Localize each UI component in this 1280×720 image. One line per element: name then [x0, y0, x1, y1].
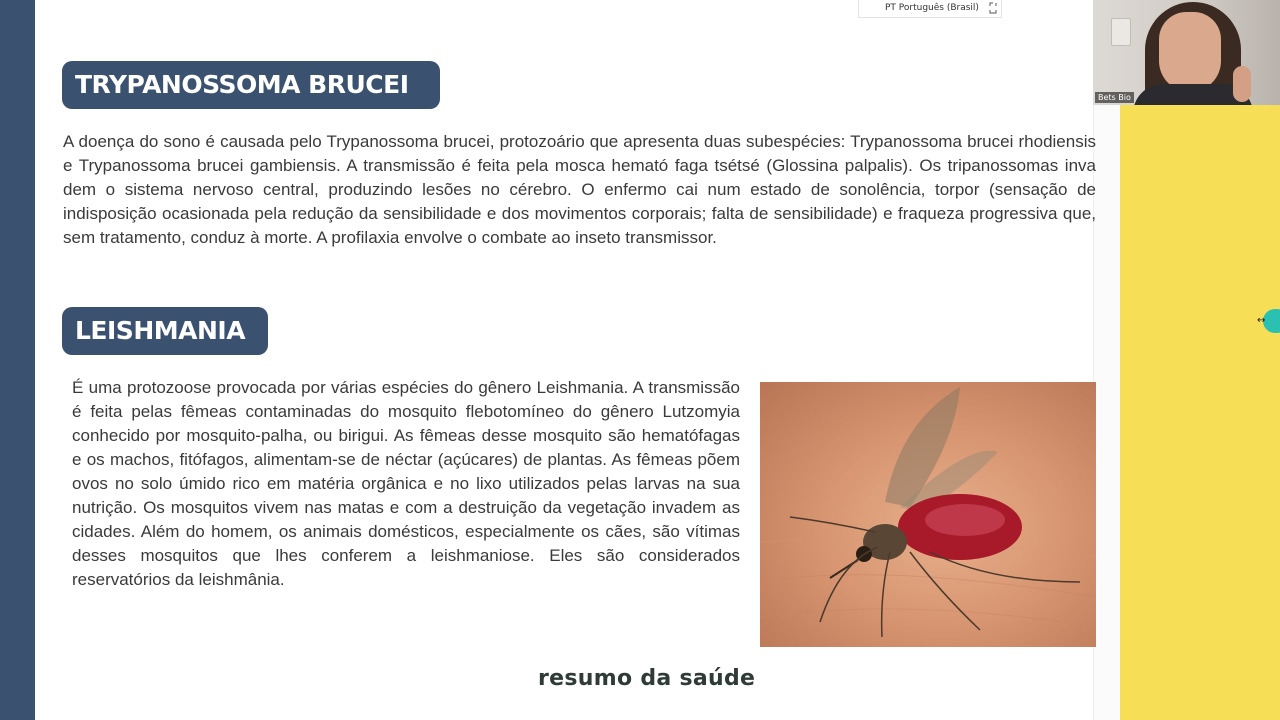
resize-handle[interactable] [1257, 309, 1280, 333]
light-switch [1111, 18, 1131, 46]
sandfly-illustration [760, 382, 1096, 647]
expand-icon[interactable] [989, 2, 997, 14]
language-selector[interactable] [858, 0, 1002, 18]
person-face [1159, 12, 1221, 92]
webcam-feed [1093, 0, 1280, 105]
right-yellow-panel [1120, 105, 1280, 720]
sandfly-photo [760, 382, 1096, 647]
participant-name: Bets Bio [1095, 92, 1134, 103]
section-title-trypanossoma: TRYPANOSSOMA BRUCEI [62, 61, 440, 109]
section-text-leishmania: É uma protozoose provocada por várias espécies do gênero Leishmania. A transmissão é feita pelas fêmeas contaminadas do mosquito flebotomíneo do gênero Lutzomyia conhecido por mosquito-palha, ou birigui. As fêmeas desse mosquito são hematófagas e os machos, fitófagos, alimentam-se de néctar (açúcares) de plantas. As fêmeas põem ovos no solo úmido rico em matéria orgânica e no lixo utilizados pelas larvas na sua nutrição. Os mosquitos vivem nas matas e com a destruição da vegetação invadem as cidades. Além do homem, os animais domésticos, especialmente os cães, são vítimas desses mosquitos que lhes conferem a leishmaniose. Eles são considerados reservatórios da leishmânia. [72, 378, 740, 589]
section-title-leishmania: LEISHMANIA [62, 307, 268, 355]
language-label: PT Português (Brasil) [885, 3, 979, 13]
brand-logo-text: resumo da saúde [538, 666, 756, 691]
section-text-trypanossoma: A doença do sono é causada pelo Trypanossoma brucei, protozoário que apresenta duas subespécies: Trypanossoma brucei rhodiensis e Trypanossoma brucei gambiensis. A transmissão é feita pela mosca hemató faga tsétsé (Glossina palpalis). Os tripanossomas inva dem o sistema nervoso central, produzindo lesões no cérebro. O enfermo cai num estado de sonolência, torpor (sensação de indisposição ocasionada pela redução da sensibilidade e dos movimentos corporais; falta de sensibilidade) e fraqueza progressiva que, sem tratamento, conduz à morte. A profilaxia envolve o combate ao inseto transmissor. [63, 132, 1096, 247]
slide-right-margin [1093, 0, 1121, 720]
left-decor-strip [0, 0, 35, 720]
person-hand [1233, 66, 1251, 102]
resize-arrows-icon: ↔ [1257, 315, 1266, 326]
